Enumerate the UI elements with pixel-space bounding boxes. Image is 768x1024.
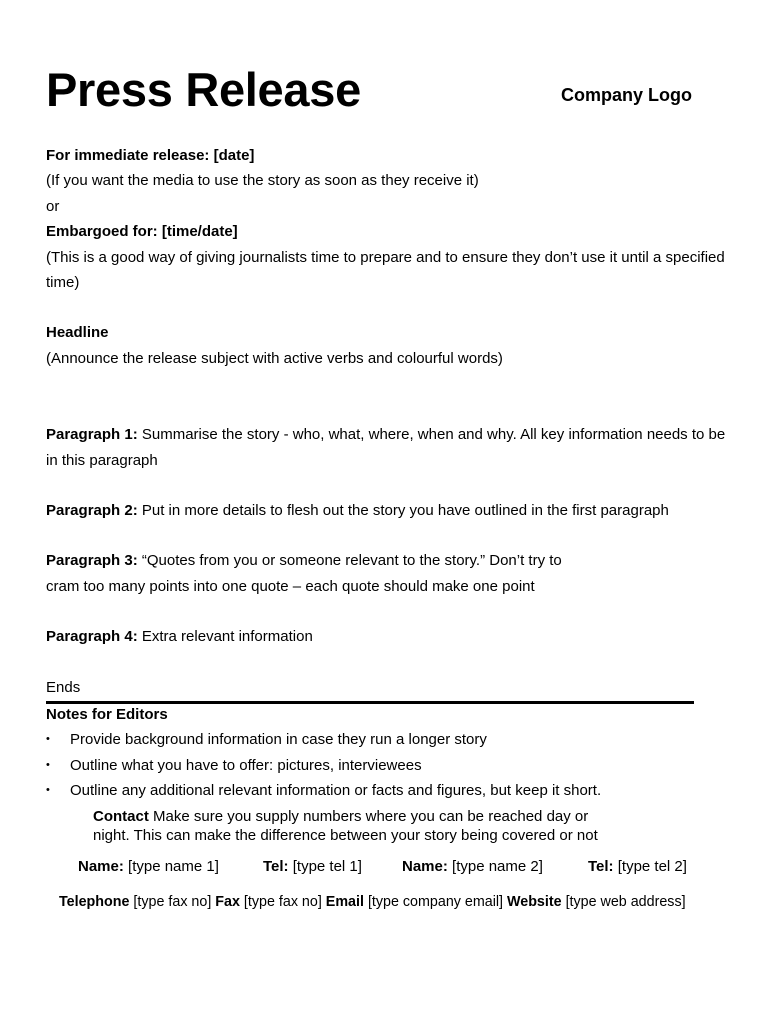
company-contact-footer [59,892,686,912]
notes-for-editors [46,702,726,804]
paragraph-4-text: Extra relevant information [141,628,313,646]
email-value: [type company email] [367,894,504,910]
name-value: [type name 1] [128,858,219,875]
website-label: Website [507,894,562,910]
name-value: [type name 2] [452,858,543,875]
website-value: [type web address] [565,894,686,910]
telephone-value: [type fax no] [133,894,212,910]
list-item-text: Outline what you have to offer: pictures, interviewees [70,756,422,774]
immediate-release-label: For immediate release: [date] [46,147,255,164]
bullet-icon: • [46,784,50,797]
embargo-label: Embargoed for: [time/date] [46,223,238,241]
tel-label: Tel: [588,858,614,875]
contact-tel-1 [263,857,362,877]
tel-value: [type tel 2] [617,858,687,875]
list-item-text: Provide background information in case they run a longer story [70,731,487,749]
contact-name-1 [78,857,219,877]
telephone-label: Telephone [59,894,130,910]
document-body [46,143,726,700]
paragraph-1 [46,422,726,473]
company-logo-placeholder: Company Logo [561,85,692,105]
list-item [46,753,726,778]
immediate-release-note: (If you want the media to use the story as soon as they receive it) [46,172,479,190]
page-title: Press Release [46,63,361,116]
notes-heading: Notes for Editors [46,706,168,723]
paragraph-1-label: Paragraph 1: [46,426,138,444]
contact-label: Contact [93,808,149,825]
email-label: Email [325,894,364,910]
tel-value: [type tel 1] [292,858,362,875]
headline-note: (Announce the release subject with active verbs and colourful words) [46,349,503,367]
notes-list [46,727,726,803]
paragraph-2-label: Paragraph 2: [46,502,138,520]
ends-text: Ends [46,678,81,696]
bullet-icon: • [46,733,50,746]
name-label: Name: [402,858,448,875]
paragraph-3-text-line2: cram too many points into one quote – each quote should make one point [46,577,535,595]
contact-tel-2 [588,857,687,877]
paragraph-3-label: Paragraph 3: [46,552,138,570]
list-item [46,778,726,803]
list-item [46,727,726,752]
bullet-icon: • [46,758,50,771]
paragraph-2 [46,498,726,523]
contact-name-2 [402,857,543,877]
paragraph-4-label: Paragraph 4: [46,628,138,646]
fax-value: [type fax no] [243,894,322,910]
contact-line1: Make sure you supply numbers where you can be reached day or [153,808,589,825]
headline-label: Headline [46,324,109,342]
contact-line2: night. This can make the difference between your story being covered or not [93,827,598,844]
name-label: Name: [78,858,124,875]
embargo-note: (This is a good way of giving journalists time to prepare and to ensure they don’t use it until a specified time) [46,248,725,292]
paragraph-1-text: Summarise the story - who, what, where, when and why. All key information needs to be in this paragraph [46,426,726,469]
or-text: or [46,197,60,215]
contact-note [93,807,653,845]
fax-label: Fax [215,894,240,910]
paragraph-3 [46,548,726,599]
paragraph-3-text-line1: “Quotes from you or someone relevant to the story.” Don’t try to [141,552,562,570]
paragraph-4 [46,624,726,649]
paragraph-2-text: Put in more details to flesh out the story you have outlined in the first paragraph [141,502,669,520]
tel-label: Tel: [263,858,289,875]
list-item-text: Outline any additional relevant information or facts and figures, but keep it short. [70,782,602,800]
